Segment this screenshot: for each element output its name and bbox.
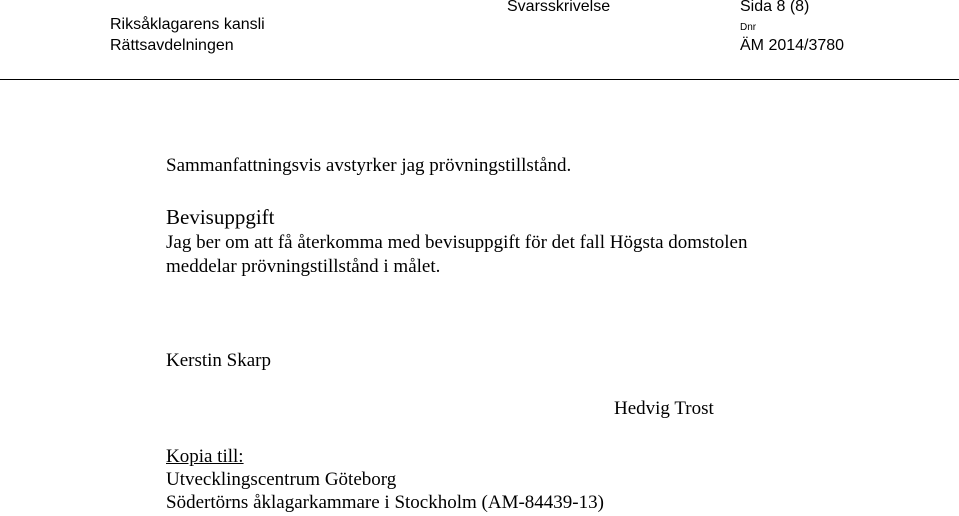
copy-recipient: Utvecklingscentrum Göteborg xyxy=(166,469,397,490)
copy-recipient: Södertörns åklagarkammare i Stockholm (AM-84439-13) xyxy=(166,492,604,513)
signer-name: Kerstin Skarp xyxy=(166,350,272,371)
document-type: Svarsskrivelse xyxy=(507,0,611,15)
dnr-label: Dnr xyxy=(740,22,757,33)
dept-name: Rättsavdelningen xyxy=(110,37,234,54)
copy-label: Kopia till: xyxy=(166,446,244,467)
summary-paragraph: Sammanfattningsvis avstyrker jag prövningstillstånd. xyxy=(166,155,572,176)
org-name: Riksåklagarens kansli xyxy=(110,16,265,33)
case-number: ÄM 2014/3780 xyxy=(740,37,845,54)
section-heading: Bevisuppgift xyxy=(166,205,275,229)
section-line-1: Jag ber om att få återkomma med bevisuppgift för det fall Högsta domstolen xyxy=(166,232,748,253)
header-divider xyxy=(0,79,959,80)
second-signer-name: Hedvig Trost xyxy=(614,398,714,419)
section-line-2: meddelar prövningstillstånd i målet. xyxy=(166,256,441,277)
page-indicator: Sida 8 (8) xyxy=(740,0,810,15)
